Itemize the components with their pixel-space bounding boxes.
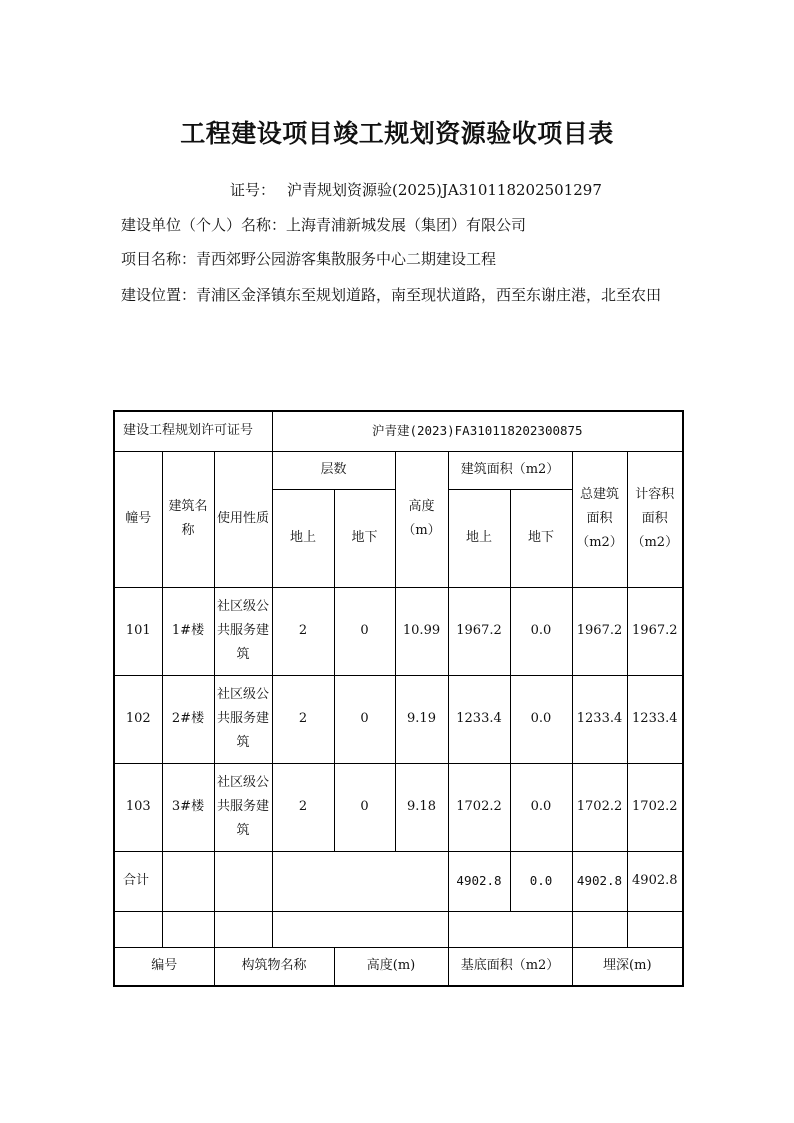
- cell-no: 101: [114, 587, 162, 675]
- structure-header-row: [114, 947, 683, 986]
- header-area-above: 地上: [448, 489, 510, 587]
- header-floors: 层数: [272, 451, 395, 489]
- acceptance-table: [113, 410, 684, 987]
- empty-cell: [162, 911, 214, 947]
- cell-name: 2#楼: [162, 675, 214, 763]
- cell-floors-below: 0: [334, 587, 395, 675]
- cell-far-area: 1702.2: [627, 763, 683, 851]
- structure-header-name: 构筑物名称: [214, 947, 334, 986]
- empty-cell: [162, 851, 214, 911]
- cell-floors-above: 2: [272, 763, 334, 851]
- cell-area-above: 1967.2: [448, 587, 510, 675]
- construction-unit: 建设单位（个人）名称：上海青浦新城发展（集团）有限公司: [121, 216, 527, 234]
- cell-area-above: 1702.2: [448, 763, 510, 851]
- empty-cell: [572, 911, 627, 947]
- cell-floors-below: 0: [334, 763, 395, 851]
- header-total-area: 总建筑面积（m2）: [572, 451, 627, 587]
- cell-use: 社区级公共服务建筑: [214, 675, 272, 763]
- total-label: 合计: [114, 851, 162, 911]
- empty-cell: [214, 911, 272, 947]
- empty-row: [114, 911, 683, 947]
- cell-use: 社区级公共服务建筑: [214, 763, 272, 851]
- empty-cell: [214, 851, 272, 911]
- total-far-area: 4902.8: [627, 851, 683, 911]
- construction-location: 建设位置：青浦区金泽镇东至规划道路，南至现状道路，西至东谢庄港，北至农田: [121, 286, 662, 304]
- table-row: [114, 587, 683, 675]
- empty-cell: [272, 911, 448, 947]
- certificate-value: 沪青规划资源验(2025)JA310118202501297: [287, 181, 602, 199]
- header-floors-below: 地下: [334, 489, 395, 587]
- cell-floors-below: 0: [334, 675, 395, 763]
- structure-header-height: 高度(m): [334, 947, 448, 986]
- permit-label: 建设工程规划许可证号: [114, 411, 272, 451]
- structure-header-depth: 埋深(m): [572, 947, 683, 986]
- empty-cell: [272, 851, 448, 911]
- header-far-area: 计容积面积（m2）: [627, 451, 683, 587]
- cell-height: 9.19: [395, 675, 448, 763]
- header-area: 建筑面积（m2）: [448, 451, 572, 489]
- cell-no: 103: [114, 763, 162, 851]
- header-height: 高度（m）: [395, 451, 448, 587]
- total-total-area: 4902.8: [572, 851, 627, 911]
- empty-cell: [114, 911, 162, 947]
- certificate-number: [230, 179, 602, 200]
- table-row: [114, 763, 683, 851]
- header-floors-above: 地上: [272, 489, 334, 587]
- cell-total-area: 1233.4: [572, 675, 627, 763]
- permit-row: [114, 411, 683, 451]
- cell-area-below: 0.0: [510, 763, 572, 851]
- header-area-below: 地下: [510, 489, 572, 587]
- structure-header-no: 编号: [114, 947, 214, 986]
- cell-name: 3#楼: [162, 763, 214, 851]
- header-row: [114, 451, 683, 489]
- cell-total-area: 1967.2: [572, 587, 627, 675]
- empty-cell: [448, 911, 572, 947]
- cell-area-below: 0.0: [510, 675, 572, 763]
- project-name: 项目名称：青西郊野公园游客集散服务中心二期建设工程: [121, 250, 497, 268]
- cell-floors-above: 2: [272, 587, 334, 675]
- cell-area-below: 0.0: [510, 587, 572, 675]
- header-building-no: 幢号: [114, 451, 162, 587]
- total-row: [114, 851, 683, 911]
- cell-floors-above: 2: [272, 675, 334, 763]
- header-building-name: 建筑名称: [162, 451, 214, 587]
- cell-area-above: 1233.4: [448, 675, 510, 763]
- certificate-label: 证号：: [230, 181, 276, 199]
- structure-header-base-area: 基底面积（m2）: [448, 947, 572, 986]
- cell-height: 9.18: [395, 763, 448, 851]
- cell-use: 社区级公共服务建筑: [214, 587, 272, 675]
- cell-height: 10.99: [395, 587, 448, 675]
- cell-name: 1#楼: [162, 587, 214, 675]
- table-row: [114, 675, 683, 763]
- page-title: 工程建设项目竣工规划资源验收项目表: [180, 119, 614, 148]
- empty-cell: [627, 911, 683, 947]
- cell-far-area: 1233.4: [627, 675, 683, 763]
- header-use: 使用性质: [214, 451, 272, 587]
- total-area-below: 0.0: [510, 851, 572, 911]
- permit-value: 沪青建(2023)FA310118202300875: [272, 411, 683, 451]
- cell-far-area: 1967.2: [627, 587, 683, 675]
- cell-no: 102: [114, 675, 162, 763]
- total-area-above: 4902.8: [448, 851, 510, 911]
- cell-total-area: 1702.2: [572, 763, 627, 851]
